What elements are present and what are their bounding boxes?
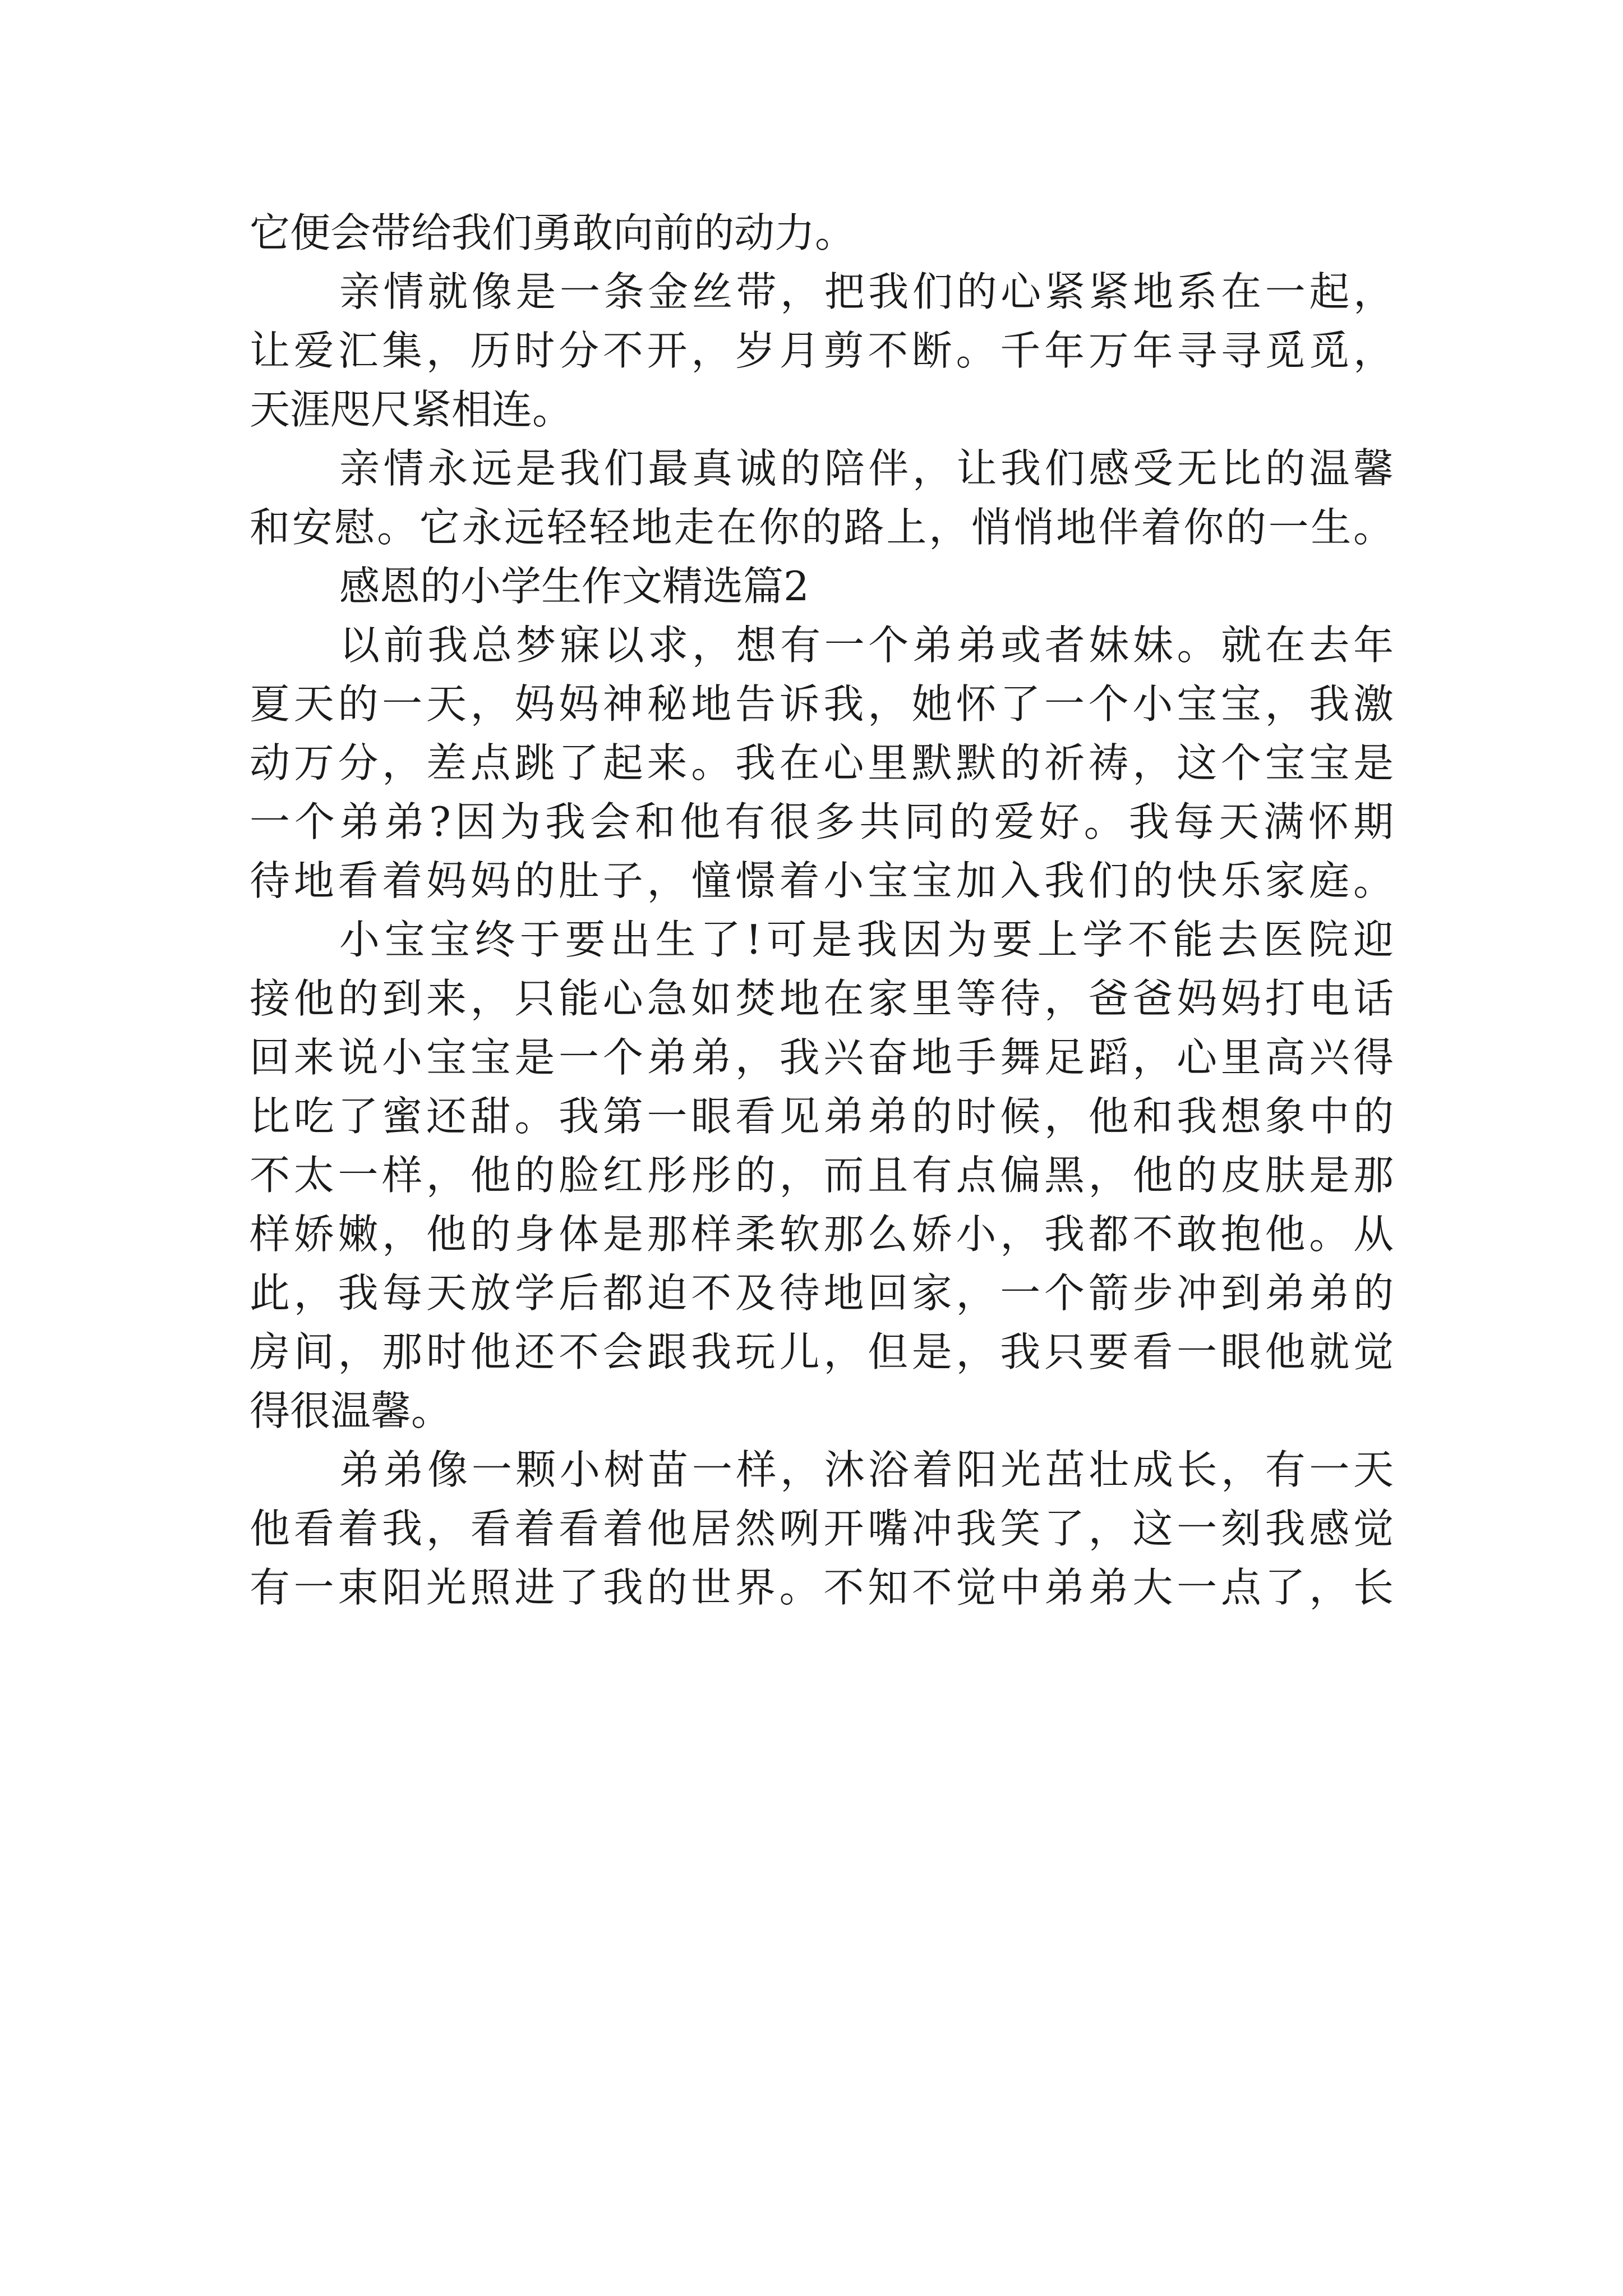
text-line: 此，我每天放学后都迫不及待地回家，一个箭步冲到弟弟的: [250, 1269, 1394, 1317]
text-line: 比吃了蜜还甜。我第一眼看见弟弟的时候，他和我想象中的: [250, 1093, 1394, 1140]
paragraph-first-line: 以前我总梦寐以求，想有一个弟弟或者妹妹。就在去年: [339, 622, 1394, 669]
text-line: 回来说小宝宝是一个弟弟，我兴奋地手舞足蹈，心里高兴得: [250, 1034, 1394, 1081]
text-line: 一个弟弟?因为我会和他有很多共同的爱好。我每天满怀期: [250, 798, 1394, 845]
text-line: 动万分，差点跳了起来。我在心里默默的祈祷，这个宝宝是: [250, 739, 1394, 786]
text-line: 它便会带给我们勇敢向前的动力。: [250, 209, 856, 256]
text-line: 和安慰。它永远轻轻地走在你的路上，悄悄地伴着你的一生。: [250, 504, 1394, 551]
text-line: 得很温馨。: [250, 1387, 452, 1434]
text-line: 让爱汇集，历时分不开，岁月剪不断。千年万年寻寻觅觅，: [250, 327, 1394, 374]
text-line: 有一束阳光照进了我的世界。不知不觉中弟弟大一点了，长: [250, 1564, 1394, 1611]
text-line: 他看着我，看着看着他居然咧开嘴冲我笑了，这一刻我感觉: [250, 1505, 1394, 1552]
text-line: 房间，那时他还不会跟我玩儿，但是，我只要看一眼他就觉: [250, 1328, 1394, 1375]
section-heading: 感恩的小学生作文精选篇2: [339, 563, 809, 610]
paragraph-first-line: 小宝宝终于要出生了!可是我因为要上学不能去医院迎: [339, 916, 1394, 963]
text-line: 样娇嫩，他的身体是那样柔软那么娇小，我都不敢抱他。从: [250, 1211, 1394, 1258]
paragraph-first-line: 亲情永远是我们最真诚的陪伴，让我们感受无比的温馨: [339, 445, 1394, 492]
paragraph-first-line: 弟弟像一颗小树苗一样，沐浴着阳光茁壮成长，有一天: [339, 1446, 1394, 1493]
text-line: 天涯咫尺紧相连。: [250, 386, 573, 433]
paragraph-first-line: 亲情就像是一条金丝带，把我们的心紧紧地系在一起，: [339, 268, 1394, 315]
text-line: 接他的到来，只能心急如焚地在家里等待，爸爸妈妈打电话: [250, 975, 1394, 1022]
text-line: 夏天的一天，妈妈神秘地告诉我，她怀了一个小宝宝，我激: [250, 680, 1394, 728]
text-line: 不太一样，他的脸红彤彤的，而且有点偏黑，他的皮肤是那: [250, 1152, 1394, 1199]
text-line: 待地看着妈妈的肚子，憧憬着小宝宝加入我们的快乐家庭。: [250, 857, 1394, 904]
